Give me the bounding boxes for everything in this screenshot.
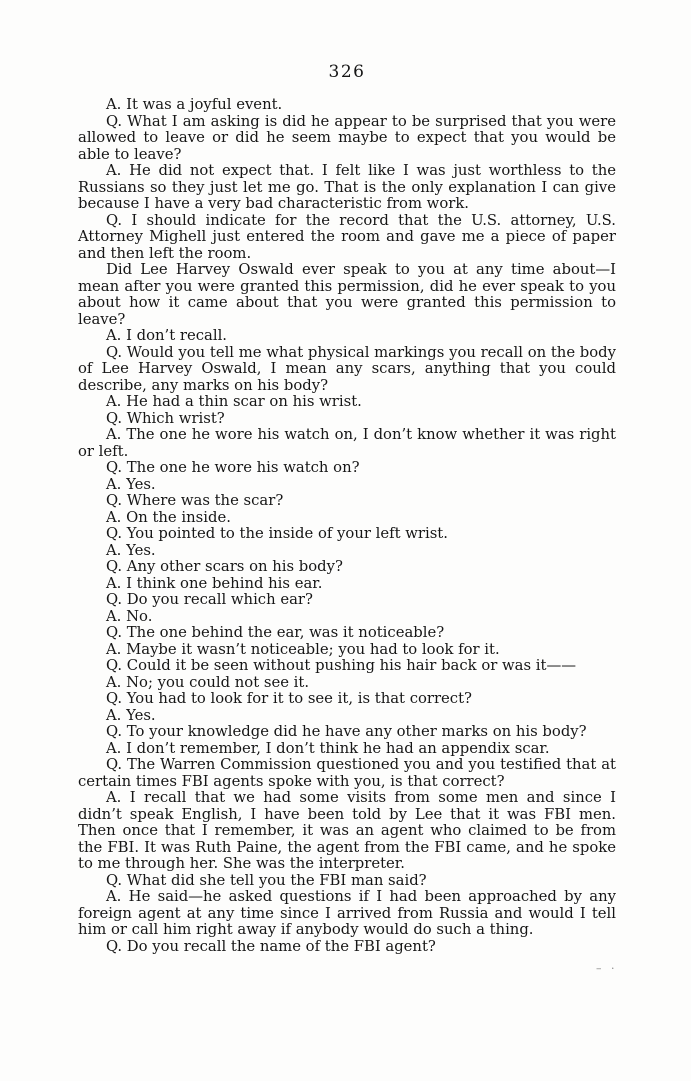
transcript-paragraph: Q. To your knowledge did he have any other marks on his body? (106, 723, 587, 740)
transcript-paragraph: A. He had a thin scar on his wrist. (106, 393, 362, 410)
transcript-paragraph: A. Yes. (106, 541, 156, 559)
print-artifact: – · (596, 962, 618, 975)
transcript-paragraph: Q. Any other scars on his body? (106, 558, 343, 575)
transcript-paragraph: A. No. (106, 607, 153, 625)
transcript-paragraph: A. On the inside. (106, 508, 231, 526)
transcript-paragraph: Q. You pointed to the inside of your left wrist. (106, 525, 448, 542)
transcript-paragraph: A. I don’t recall. (106, 327, 228, 344)
transcript-paragraph: Q. The Warren Commission questioned you and you testified that at certain times FBI agents spoke with you, is that correct? (78, 756, 616, 790)
transcript-paragraph: A. I recall that we had some visits from some men and since I didn’t speak English, I have been told by Lee that it was FBI men. Then once that I remember, it was an agent who claimed to be from the FBI. It was Ruth Paine, the agent from the FBI came, and he spoke to me through her. She was the interpreter. (78, 789, 616, 872)
transcript-paragraph: Q. Do you recall the name of the FBI agent? (106, 937, 436, 955)
transcript-paragraph: Q. Do you recall which ear? (106, 591, 313, 608)
transcript-paragraph: Q. What I am asking is did he appear to be surprised that you were allowed to leave or did he seem maybe to expect that you would be able to leave? (78, 112, 616, 163)
transcript-paragraph: Did Lee Harvey Oswald ever speak to you at any time about—I mean after you were granted this permission, did he ever speak to you about how it came about that you were granted this permission to leave? (78, 261, 616, 328)
transcript-paragraph: A. Yes. (106, 706, 156, 724)
transcript-paragraph: Q. Which wrist? (106, 409, 225, 427)
transcript-paragraph: Q. What did she tell you the FBI man said? (106, 871, 427, 889)
transcript-paragraph: Q. The one he wore his watch on? (106, 459, 360, 476)
transcript-paragraph: Q. The one behind the ear, was it noticeable? (106, 624, 445, 641)
page-number: 326 (328, 62, 366, 82)
transcript-paragraph: A. He did not expect that. I felt like I was just worthless to the Russians so they just let me go. That is the only explanation I can give because I have a very bad characteristic from work. (78, 162, 616, 212)
transcript-paragraph: Q. You had to look for it to see it, is that correct? (106, 690, 472, 707)
transcript-body (78, 97, 616, 955)
transcript-paragraph: A. I think one behind his ear. (106, 574, 323, 592)
transcript-paragraph: Q. Where was the scar? (106, 492, 284, 509)
transcript-paragraph: A. I don’t remember, I don’t think he had an appendix scar. (106, 739, 550, 757)
transcript-paragraph: A. It was a joyful event. (106, 96, 283, 113)
transcript-paragraph: A. He said—he asked questions if I had been approached by any foreign agent at any time since I arrived from Russia and would I tell him or call him right away if anybody would do such a thing. (78, 888, 616, 938)
transcript-paragraph: Q. I should indicate for the record that the U.S. attorney, U.S. Attorney Mighell just entered the room and gave me a piece of paper and then left the room. (78, 211, 616, 262)
transcript-paragraph: Q. Would you tell me what physical markings you recall on the body of Lee Harvey Oswald, I mean any scars, anything that you could describe, any marks on his body? (78, 343, 616, 394)
transcript-paragraph: A. Yes. (106, 475, 156, 493)
transcript-paragraph: A. No; you could not see it. (106, 673, 310, 691)
transcript-paragraph: A. Maybe it wasn’t noticeable; you had to look for it. (106, 640, 500, 658)
transcript-paragraph: Q. Could it be seen without pushing his hair back or was it—— (106, 657, 577, 674)
transcript-paragraph: A. The one he wore his watch on, I don’t know whether it was right or left. (78, 426, 616, 460)
